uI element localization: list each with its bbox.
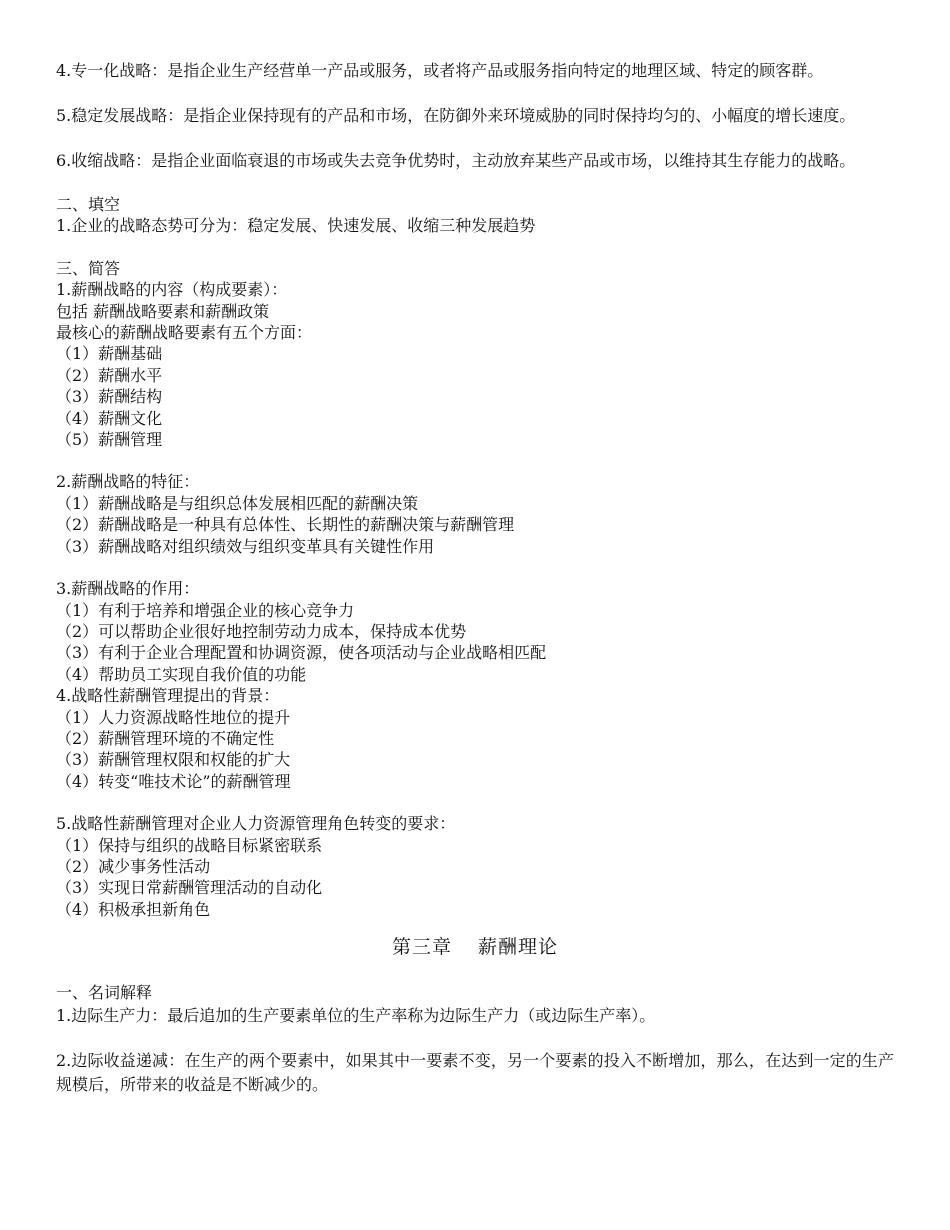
chapter-heading bbox=[56, 932, 894, 962]
list-item: （3）薪酬结构 bbox=[56, 387, 163, 407]
list-item: （3）有利于企业合理配置和协调资源，使各项活动与企业战略相匹配 bbox=[56, 643, 547, 663]
list-item: （2）减少事务性活动 bbox=[56, 856, 211, 876]
question-title: 5.战略性薪酬管理对企业人力资源管理角色转变的要求： bbox=[56, 814, 456, 834]
list-item: 最核心的薪酬战略要素有五个方面： bbox=[56, 323, 313, 343]
fill-item: 1.企业的战略态势可分为：稳定发展、快速发展、收缩三种发展趋势 bbox=[56, 216, 536, 236]
list-item: （4）转变“唯技术论”的薪酬管理 bbox=[56, 771, 291, 791]
question-title: 1.薪酬战略的内容（构成要素）： bbox=[56, 280, 288, 300]
section-heading-terms: 一、名词解释 bbox=[56, 983, 153, 1003]
definition-marginal-productivity: 1.边际生产力：最后追加的生产要素单位的生产率称为边际生产力（或边际生产率）。 bbox=[56, 1005, 656, 1025]
question-title: 4.战略性薪酬管理提出的背景： bbox=[56, 686, 280, 706]
section-heading-short-answer: 三、简答 bbox=[56, 258, 121, 278]
question-title: 3.薪酬战略的作用： bbox=[56, 579, 200, 599]
definition-diminishing-returns: 2.边际收益递减：在生产的两个要素中，如果其中一要素不变，另一个要素的投入不断增加，那么，在达到一定的生产规模后，所带来的收益是不断减少的。 bbox=[56, 1050, 894, 1094]
list-item: （5）薪酬管理 bbox=[56, 430, 163, 450]
definition-specialization: 4.专一化战略：是指企业生产经营单一产品或服务，或者将产品或服务指向特定的地理区域、特定的顾客群。 bbox=[56, 61, 824, 80]
list-item: （3）薪酬战略对组织绩效与组织变革具有关键性作用 bbox=[56, 536, 435, 556]
list-item: （1）薪酬基础 bbox=[56, 344, 163, 364]
definition-stable-development: 5.稳定发展战略：是指企业保持现有的产品和市场，在防御外来环境威胁的同时保持均匀的、小幅度的增长速度。 bbox=[56, 106, 856, 125]
list-item: （2）可以帮助企业很好地控制劳动力成本，保持成本优势 bbox=[56, 621, 467, 641]
list-item: （2）薪酬水平 bbox=[56, 365, 163, 385]
chapter-title: 薪酬理论 bbox=[478, 936, 559, 959]
list-item: （4）薪酬文化 bbox=[56, 408, 163, 428]
list-item: （4）帮助员工实现自我价值的功能 bbox=[56, 664, 307, 684]
list-item: （1）有利于培养和增强企业的核心竞争力 bbox=[56, 600, 355, 620]
list-item: （1）人力资源战略性地位的提升 bbox=[56, 707, 291, 727]
list-item: （3）实现日常薪酬管理活动的自动化 bbox=[56, 878, 323, 898]
list-item: （4）积极承担新角色 bbox=[56, 899, 211, 919]
list-item: （1）保持与组织的战略目标紧密联系 bbox=[56, 835, 323, 855]
document-page bbox=[56, 59, 894, 1097]
definition-retrenchment: 6.收缩战略：是指企业面临衰退的市场或失去竞争优势时，主动放弃某些产品或市场，以维持其生存能力的战略。 bbox=[56, 151, 856, 170]
chapter-number: 第三章 bbox=[391, 936, 452, 959]
list-item: （1）薪酬战略是与组织总体发展相匹配的薪酬决策 bbox=[56, 493, 419, 513]
list-item: （2）薪酬战略是一种具有总体性、长期性的薪酬决策与薪酬管理 bbox=[56, 515, 515, 535]
question-title: 2.薪酬战略的特征： bbox=[56, 472, 200, 492]
section-heading-fill: 二、填空 bbox=[56, 195, 121, 214]
list-item: （2）薪酬管理环境的不确定性 bbox=[56, 728, 275, 748]
list-item: （3）薪酬管理权限和权能的扩大 bbox=[56, 750, 291, 770]
list-item: 包括 薪酬战略要素和薪酬政策 bbox=[56, 301, 270, 321]
